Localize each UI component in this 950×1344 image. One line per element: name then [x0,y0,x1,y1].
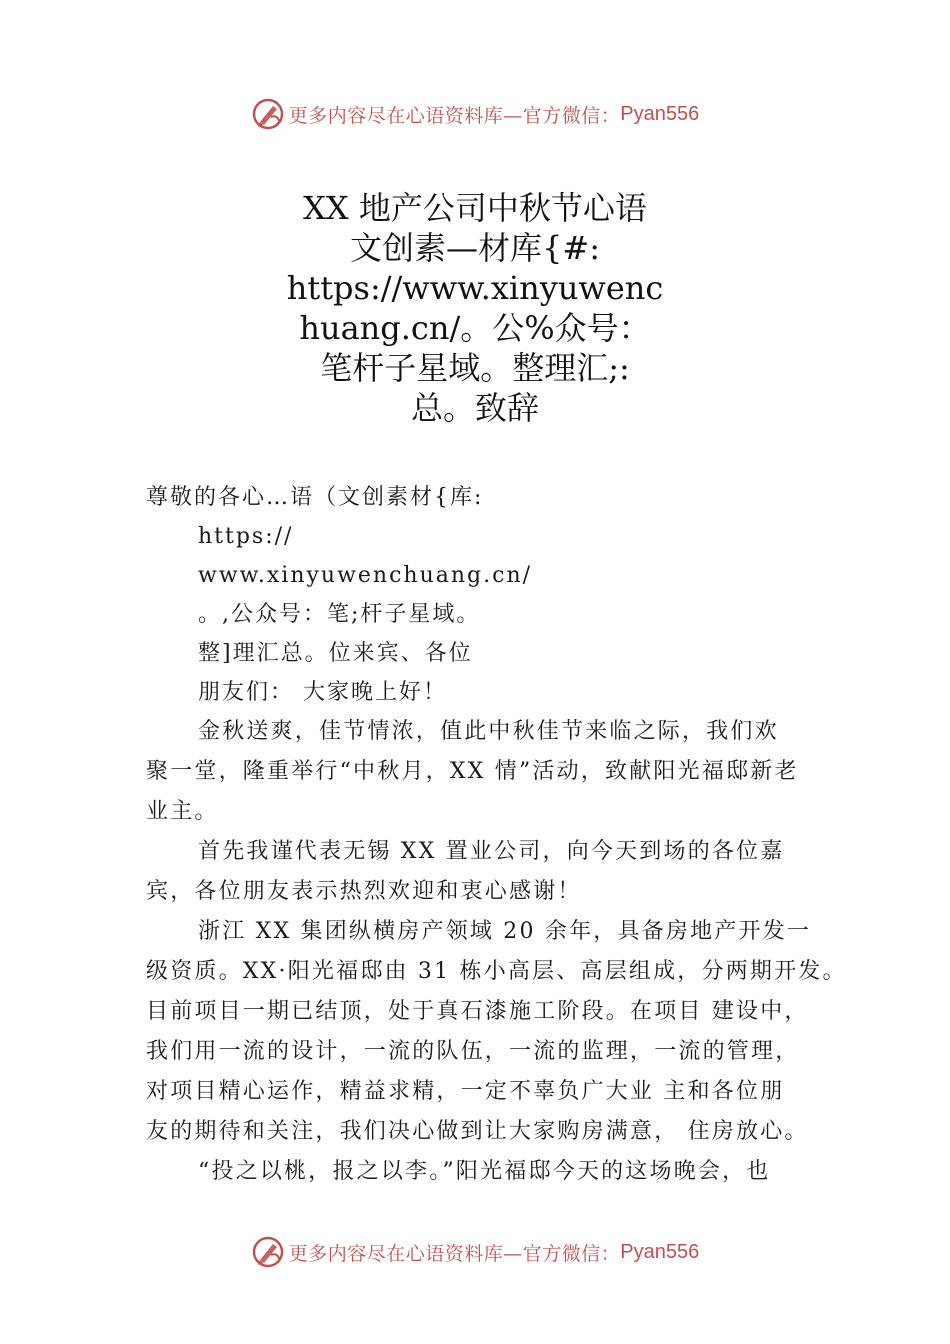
paragraph-line: 业主。 [146,799,219,824]
wechat-id: Pyan556 [620,102,700,125]
salutation-line: www.xinyuwenchuang.cn/ [198,563,533,588]
salutation-line: https:// [198,524,294,549]
footer-banner [0,1232,950,1272]
title-line: 文创素—材库{#: [350,229,600,267]
salutation-line: 。,公众号：笔;杆子星域。 [198,602,481,627]
paragraph-line: “投之以桃，报之以李。”阳光福邸今天的这场晚会，也 [198,1159,771,1184]
header-banner [0,94,950,134]
paragraph [146,1152,846,1192]
paragraph [146,832,846,912]
paragraph [146,712,846,832]
pen-logo-icon [251,97,285,131]
salutation [146,478,846,712]
title-line: XX 地产公司中秋节心语 [303,189,647,227]
paragraph [146,912,846,1152]
paragraph-line: 金秋送爽，佳节情浓，值此中秋佳节来临之际，我们欢 [198,719,779,744]
document-title [180,188,770,428]
salutation-line: 整]理汇总。位来宾、各位 [198,641,473,666]
salutation-line: 尊敬的各心…语（文创素材{库: [146,485,484,510]
title-line: huang.cn/。公%众号： [299,309,651,347]
paragraph-line: 我们用一流的设计，一流的队伍，一流的监理，一流的管理， [146,1039,800,1064]
pen-logo-icon [251,1235,285,1269]
paragraph-line: 首先我谨代表无锡 XX 置业公司，向今天到场的各位嘉 [198,839,785,864]
paragraph-line: 浙江 XX 集团纵横房产领域 20 余年，具备房地产开发一 [198,919,812,944]
paragraph-line: 宾，各位朋友表示热烈欢迎和衷心感谢！ [146,879,582,904]
paragraph-line: 对项目精心运作，精益求精，一定不辜负广大业 主和各位朋 [146,1079,785,1104]
paragraph-line: 目前项目一期已结顶，处于真石漆施工阶段。在项目 建设中， [146,999,809,1024]
title-line: 总。致辞 [410,389,539,427]
banner-text: 更多内容尽在心语资料库—官方微信： [288,104,621,127]
title-line: 笔杆子星域。整理汇;: [320,349,630,387]
paragraph-line: 聚一堂，隆重举行“中秋月，XX 情”活动，致献阳光福邸新老 [146,759,799,784]
paragraph-line: 级资质。XX·阳光福邸由 31 栋小高层、高层组成，分两期开发。 [146,959,847,984]
wechat-id: Pyan556 [620,1240,700,1263]
salutation-line: 朋友们： 大家晚上好！ [198,680,447,705]
banner-text: 更多内容尽在心语资料库—官方微信： [288,1242,621,1265]
paragraph-line: 友的期待和关注，我们决心做到让大家购房满意， 住房放心。 [146,1119,809,1144]
title-line: https://www.xinyuwenc [286,269,664,307]
document-body [146,478,846,1192]
